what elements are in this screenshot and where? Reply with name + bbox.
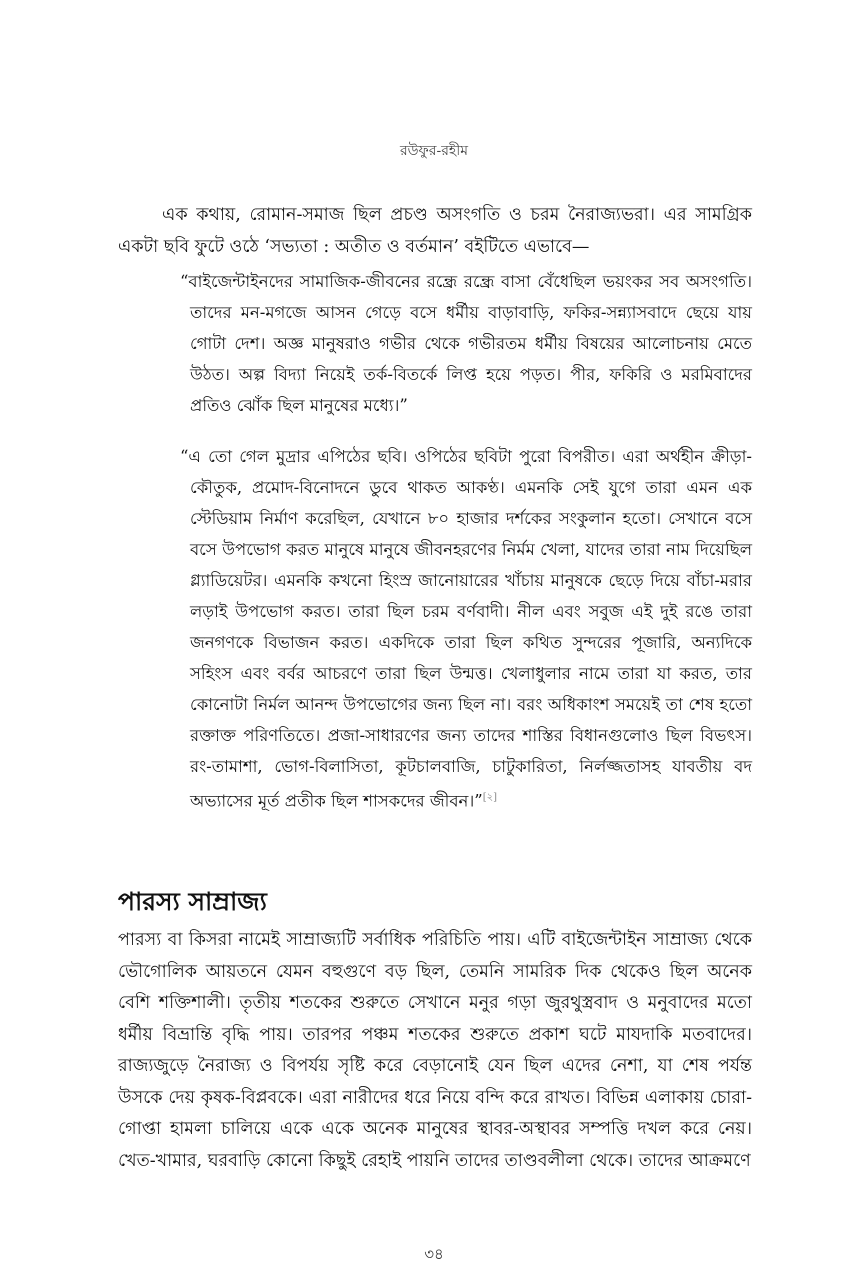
block-quote-2-text: “এ তো গেল মুদ্রার এপিঠের ছবি। ওপিঠের ছবিটা পুরো বিপরীত। এরা অর্থহীন ক্রীড়া-কৌতুক, প্রমোদ-বিনোদনে ডুবে থাকত আকণ্ঠ। এমনকি সেই যুগে তারা এমন এক স্টেডিয়াম নির্মাণ করেছিল, যেখানে ৮০ হাজার দর্শকের সংকুলান হতো। সেখানে বসে বসে উপভোগ করত মানুষে মানুষে জীবনহরণের নির্মম খেলা, যাদের তারা নাম দিয়েছিল গ্ল্যাডিয়েটর। এমনকি কখনো হিংস্র জানোয়ারের খাঁচায় মানুষকে ছেড়ে দিয়ে বাঁচা-মরার লড়াই উপভোগ করত। তারা ছিল চরম বর্ণবাদী। নীল এবং সবুজ এই দুই রঙে তারা জনগণকে বিভাজন করত। একদিকে তারা ছিল কথিত সুন্দরের পূজারি, অন্যদিকে সহিংস এবং বর্বর আচরণে তারা ছিল উন্মত্ত। খেলাধুলার নামে তারা যা করত, তার কোনোটা নির্মল আনন্দ উপভোগের জন্য ছিল না। বরং অধিকাংশ সময়েই তা শেষ হতো রক্তাক্ত পরিণতিতে। প্রজা-সাধারণের জন্য তাদের শাস্তির বিধানগুলোও ছিল বিভৎস। রং-তামাশা, ভোগ-বিলাসিতা, কূটচালবাজি, চাটুকারিতা, নির্লজ্জতাসহ যাবতীয় বদ অভ্যাসের মূর্ত প্রতীক ছিল শাসকদের জীবন।” — [180, 447, 752, 811]
block-quote-1-text: “বাইজেন্টাইনদের সামাজিক-জীবনের রন্ধ্রে রন্ধ্রে বাসা বেঁধেছিল ভয়ংকর সব অসংগতি। তাদের মন-মগজে আসন গেড়ে বসে ধর্মীয় বাড়াবাড়ি, ফকির-সন্ন্যাসবাদে ছেয়ে যায় গোটা দেশ। অজ্ঞ মানুষরাও গভীর থেকে গভীরতম ধর্মীয় বিষয়ের আলোচনায় মেতে উঠত। অল্প বিদ্যা নিয়েই তর্ক-বিতর্কে লিপ্ত হয়ে পড়ত। পীর, ফকিরি ও মরমিবাদের প্রতিও ঝোঁক ছিল মানুষের মধ্যে।” — [180, 272, 752, 415]
running-header: রউফুর-রহীম — [399, 143, 469, 159]
intro-paragraph: এক কথায়, রোমান-সমাজ ছিল প্রচণ্ড অসংগতি ও চরম নৈরাজ্যভরা। এর সামগ্রিক একটা ছবি ফুটে ওঠে ‘সভ্যতা : অতীত ও বর্তমান’ বইটিতে এভাবে— — [118, 205, 752, 257]
block-quote-2 — [180, 441, 752, 817]
block-quote-1 — [180, 266, 752, 421]
page-number: ৩৪ — [424, 1245, 444, 1263]
footnote-reference[interactable]: [২] — [482, 792, 498, 803]
section-heading: পারস্য সাম্রাজ্য — [118, 887, 267, 916]
section-paragraph: পারস্য বা কিসরা নামেই সাম্রাজ্যটি সর্বাধিক পরিচিতি পায়। এটি বাইজেন্টাইন সাম্রাজ্য থেকে ভৌগোলিক আয়তনে যেমন বহুগুণে বড় ছিল, তেমনি সামরিক দিক থেকেও ছিল অনেক বেশি শক্তিশালী। তৃতীয় শতকের শুরুতে সেখানে মনুর গড়া জুরথুস্ত্রবাদ ও মনুবাদের মতো ধর্মীয় বিভ্রান্তি বৃদ্ধি পায়। তারপর পঞ্চম শতকের শুরুতে প্রকাশ ঘটে মাযদাকি মতবাদের। রাজ্যজুড়ে নৈরাজ্য ও বিপর্যয় সৃষ্টি করে বেড়ানোই যেন ছিল এদের নেশা, যা শেষ পর্যন্ত উসকে দেয় কৃষক-বিপ্লবকে। এরা নারীদের ধরে নিয়ে বন্দি করে রাখত। বিভিন্ন এলাকায় চোরা-গোপ্তা হামলা চালিয়ে একে একে অনেক মানুষের স্থাবর-অস্থাবর সম্পত্তি দখল করে নেয়। খেত-খামার, ঘরবাড়ি কোনো কিছুই রেহাই পায়নি তাদের তাণ্ডবলীলা থেকে। তাদের আক্রমণে — [118, 930, 752, 1171]
